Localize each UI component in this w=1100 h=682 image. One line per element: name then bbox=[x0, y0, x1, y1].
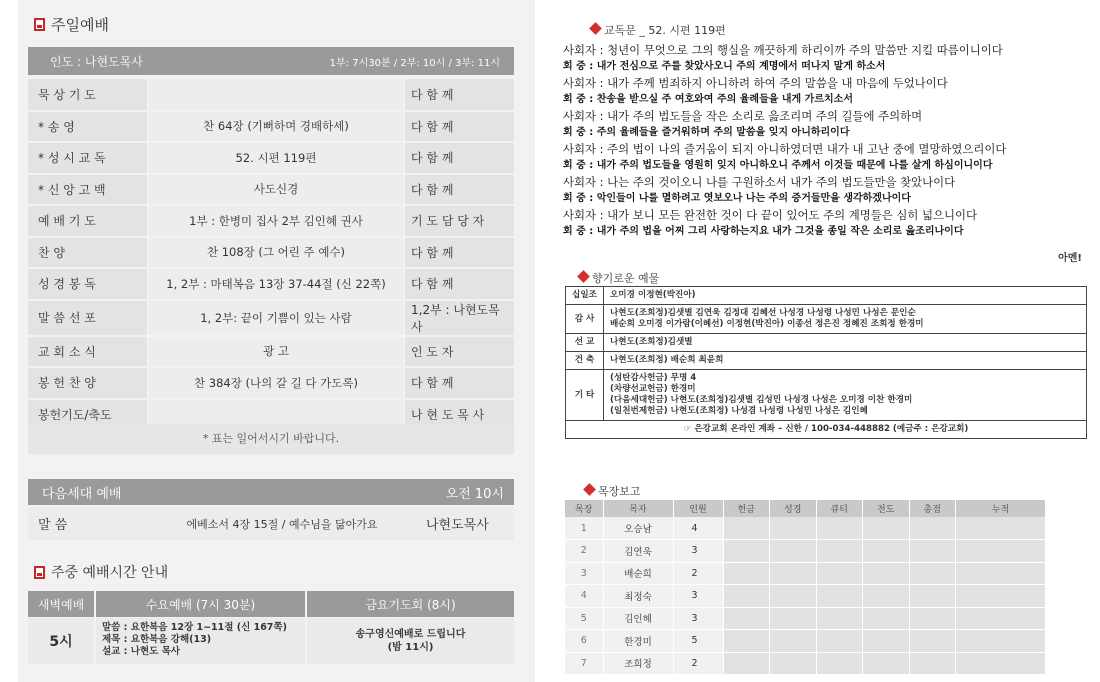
shepherd-empty-cell bbox=[723, 607, 770, 630]
shepherd-heading bbox=[585, 483, 641, 499]
shepherd-empty-cell bbox=[770, 540, 817, 563]
order-who: 나 현 도 목 사 bbox=[404, 399, 514, 431]
congregation-line: 회 중 : 악인들이 나를 멸하려고 엿보오나 나는 주의 증거들만을 생각하겠나이다 bbox=[563, 192, 911, 204]
order-row bbox=[28, 79, 514, 111]
shepherd-column-header: 인원 bbox=[673, 500, 723, 517]
order-content: 광 고 bbox=[148, 336, 404, 368]
shepherd-count: 3 bbox=[673, 585, 723, 608]
shepherd-empty-cell bbox=[770, 652, 817, 675]
shepherd-empty-cell bbox=[770, 562, 817, 585]
shepherd-empty-cell bbox=[723, 540, 770, 563]
left-panel bbox=[18, 0, 535, 682]
shepherd-row bbox=[565, 652, 1046, 675]
offering-heading bbox=[579, 270, 659, 286]
shepherd-empty-cell bbox=[816, 517, 863, 540]
order-item: 말 씀 선 포 bbox=[28, 300, 148, 336]
shepherd-number: 6 bbox=[565, 630, 603, 653]
offering-category: 십일조 bbox=[566, 287, 604, 305]
dawn-time: 5시 bbox=[28, 618, 96, 664]
shepherd-column-header: 목자 bbox=[603, 500, 673, 517]
sunday-service-heading bbox=[34, 14, 109, 35]
friday-details bbox=[307, 618, 514, 664]
sunday-service-title: 주일예배 bbox=[51, 16, 109, 34]
shepherd-name: 김연욱 bbox=[603, 540, 673, 563]
order-row bbox=[28, 142, 514, 174]
shepherd-empty-cell bbox=[770, 517, 817, 540]
shepherd-empty-cell bbox=[956, 652, 1046, 675]
next-gen-preacher: 나현도목사 bbox=[426, 518, 489, 533]
fri-line: (밤 11시) bbox=[387, 642, 434, 653]
shepherd-empty-cell bbox=[956, 517, 1046, 540]
weekday-heading bbox=[34, 562, 168, 582]
order-row bbox=[28, 268, 514, 300]
order-content: 찬 384장 (나의 갈 길 다 가도록) bbox=[148, 367, 404, 399]
wed-line: 말씀 : 요한복음 12장 1~11절 (신 167쪽) bbox=[102, 622, 287, 633]
shepherd-name: 김인혜 bbox=[603, 607, 673, 630]
offering-names bbox=[604, 352, 1087, 370]
order-who: 다 함 께 bbox=[404, 111, 514, 143]
shepherd-empty-cell bbox=[956, 607, 1046, 630]
order-who: 다 함 께 bbox=[404, 79, 514, 111]
square-bullet-icon bbox=[34, 566, 45, 579]
order-row bbox=[28, 111, 514, 143]
shepherd-empty-cell bbox=[723, 585, 770, 608]
shepherd-empty-cell bbox=[723, 652, 770, 675]
shepherd-empty-cell bbox=[956, 630, 1046, 653]
order-who: 인 도 자 bbox=[404, 336, 514, 368]
shepherd-empty-cell bbox=[909, 630, 956, 653]
order-content: 1, 2부: 끝이 기쁨이 있는 사람 bbox=[148, 300, 404, 336]
shepherd-name: 배순희 bbox=[603, 562, 673, 585]
offering-row bbox=[566, 334, 1087, 352]
leader-line: 사회자 : 주의 법이 나의 즐거움이 되지 아니하였더면 내가 내 고난 중에 멸망하였으리이다 bbox=[563, 142, 1007, 156]
shepherd-empty-cell bbox=[723, 630, 770, 653]
shepherd-column-header: 전도 bbox=[863, 500, 910, 517]
order-row bbox=[28, 336, 514, 368]
shepherd-empty-cell bbox=[863, 517, 910, 540]
shepherd-count: 3 bbox=[673, 607, 723, 630]
shepherd-empty-cell bbox=[816, 540, 863, 563]
order-item: 봉헌기도/축도 bbox=[28, 399, 148, 431]
dawn-header: 새벽예배 bbox=[28, 591, 96, 617]
responsive-reading-heading bbox=[591, 22, 726, 38]
order-item: 찬 양 bbox=[28, 237, 148, 269]
wed-line: 설교 : 나현도 목사 bbox=[102, 646, 180, 657]
shepherd-empty-cell bbox=[909, 652, 956, 675]
congregation-line: 회 중 : 내가 주의 법을 어찌 그리 사랑하는지요 내가 그것을 종일 작은 소리로 읊조리나이다 bbox=[563, 225, 964, 237]
shepherd-column-header: 누적 bbox=[956, 500, 1046, 517]
shepherd-column-header: 성경 bbox=[770, 500, 817, 517]
friday-header: 금요기도회 (8시) bbox=[307, 591, 514, 617]
order-row bbox=[28, 300, 514, 336]
wednesday-details bbox=[96, 618, 307, 664]
offering-names-line: 나현도(조희정)김샛별 김연욱 김정대 김혜선 나성경 나성령 나성민 나성은 문인순 bbox=[610, 308, 916, 318]
shepherd-empty-cell bbox=[816, 607, 863, 630]
shepherd-empty-cell bbox=[863, 585, 910, 608]
offering-category: 기 타 bbox=[566, 370, 604, 421]
weekday-body-row bbox=[28, 618, 514, 664]
order-item: * 송 영 bbox=[28, 111, 148, 143]
shepherd-number: 1 bbox=[565, 517, 603, 540]
order-row bbox=[28, 205, 514, 237]
shepherd-empty-cell bbox=[723, 562, 770, 585]
shepherd-row bbox=[565, 630, 1046, 653]
shepherd-number: 5 bbox=[565, 607, 603, 630]
offering-row bbox=[566, 305, 1087, 334]
offering-names-line: (일천번제헌금) 나현도(조희정) 나성겸 나성령 나성민 나성은 김인혜 bbox=[610, 406, 868, 416]
shepherd-count: 5 bbox=[673, 630, 723, 653]
offering-category: 선 교 bbox=[566, 334, 604, 352]
order-row bbox=[28, 367, 514, 399]
standing-note: * 표는 일어서시기 바랍니다. bbox=[28, 424, 514, 454]
offering-names-line: (다음세대헌금) 나현도(조희정)김샛별 김성민 나성경 나성은 오미경 이찬 한경미 bbox=[610, 395, 913, 405]
offering-category: 건 축 bbox=[566, 352, 604, 370]
shepherd-empty-cell bbox=[863, 607, 910, 630]
order-who: 기 도 담 당 자 bbox=[404, 205, 514, 237]
next-gen-time: 오전 10시 bbox=[445, 486, 504, 502]
order-item: * 성 시 교 독 bbox=[28, 142, 148, 174]
congregation-line: 회 중 : 내가 전심으로 주를 찾았사오니 주의 계명에서 떠나지 말게 하소서 bbox=[563, 60, 886, 72]
weekday-title: 주중 예배시간 안내 bbox=[51, 565, 169, 581]
amen-text: 아멘! bbox=[1058, 253, 1082, 264]
shepherd-number: 7 bbox=[565, 652, 603, 675]
order-content: 찬 108장 (그 어린 주 예수) bbox=[148, 237, 404, 269]
shepherd-name: 조희정 bbox=[603, 652, 673, 675]
shepherd-count: 4 bbox=[673, 517, 723, 540]
shepherd-column-header: 헌금 bbox=[723, 500, 770, 517]
shepherd-empty-cell bbox=[956, 540, 1046, 563]
next-gen-label: 말 씀 bbox=[38, 518, 68, 533]
diamond-bullet-icon bbox=[589, 22, 602, 35]
shepherd-empty-cell bbox=[770, 607, 817, 630]
shepherd-row bbox=[565, 607, 1046, 630]
diamond-bullet-icon bbox=[583, 483, 596, 496]
order-content: 찬 64장 (기뻐하며 경배하세) bbox=[148, 111, 404, 143]
shepherd-empty-cell bbox=[909, 562, 956, 585]
order-row bbox=[28, 237, 514, 269]
weekday-header-row bbox=[28, 591, 514, 617]
wednesday-header: 수요예배 (7시 30분) bbox=[96, 591, 307, 617]
congregation-line: 회 중 : 내가 주의 법도들을 영원히 잊지 아니하오니 주께서 이것들 때문에 나를 살게 하심이니이다 bbox=[563, 159, 993, 171]
shepherd-empty-cell bbox=[909, 585, 956, 608]
shepherd-column-header: 총점 bbox=[909, 500, 956, 517]
shepherd-count: 3 bbox=[673, 540, 723, 563]
order-item: * 신 앙 고 백 bbox=[28, 174, 148, 206]
offering-names-line: (차량선교헌금) 한경미 bbox=[610, 384, 696, 394]
offering-names-line: 나현도(조희정)김샛별 bbox=[610, 337, 693, 347]
shepherd-empty-cell bbox=[770, 585, 817, 608]
shepherd-empty-cell bbox=[816, 562, 863, 585]
order-content bbox=[148, 79, 404, 111]
next-gen-title: 다음세대 예배 bbox=[42, 486, 122, 502]
offering-account-row bbox=[566, 421, 1087, 439]
shepherd-empty-cell bbox=[863, 540, 910, 563]
offering-names-line: 배순희 오미경 이가람(이혜선) 이정현(박진아) 이종선 정은진 정혜진 조희정 한경미 bbox=[610, 319, 924, 329]
offering-names-line: (성탄감사헌금) 무명 4 bbox=[610, 373, 697, 383]
shepherd-empty-cell bbox=[723, 517, 770, 540]
leader-line: 사회자 : 내가 보니 모든 완전한 것이 다 끝이 있어도 주의 계명들은 심히 넓으니이다 bbox=[563, 208, 978, 222]
offering-category: 감 사 bbox=[566, 305, 604, 334]
offering-names-line: 오미경 이정현(박진아) bbox=[610, 290, 696, 300]
shepherd-empty-cell bbox=[909, 517, 956, 540]
shepherd-name: 한경미 bbox=[603, 630, 673, 653]
next-gen-row bbox=[28, 507, 514, 540]
fri-line: 송구영신예배로 드립니다 bbox=[355, 629, 466, 640]
order-who: 다 함 께 bbox=[404, 237, 514, 269]
shepherd-count: 2 bbox=[673, 652, 723, 675]
order-item: 묵 상 기 도 bbox=[28, 79, 148, 111]
order-who: 다 함 께 bbox=[404, 268, 514, 300]
shepherd-empty-cell bbox=[863, 630, 910, 653]
diamond-bullet-icon bbox=[577, 270, 590, 283]
offering-names bbox=[604, 287, 1087, 305]
shepherd-row bbox=[565, 540, 1046, 563]
offering-names bbox=[604, 305, 1087, 334]
leader-line: 사회자 : 청년이 무엇으로 그의 행실을 깨끗하게 하리이까 주의 말씀만 지킬 따름이니이다 bbox=[563, 43, 1003, 57]
shepherd-column-header: 큐티 bbox=[816, 500, 863, 517]
shepherd-number: 4 bbox=[565, 585, 603, 608]
leader-line: 사회자 : 내가 주의 법도들을 작은 소리로 읊조리며 주의 길들에 주의하며 bbox=[563, 109, 923, 123]
responsive-reading-title: 교독문 _ 52. 시편 119편 bbox=[604, 24, 726, 37]
responsive-reading-text bbox=[563, 42, 1100, 240]
shepherd-column-header: 목장 bbox=[565, 500, 603, 517]
offering-row bbox=[566, 370, 1087, 421]
order-item: 봉 헌 찬 양 bbox=[28, 367, 148, 399]
order-item: 교 회 소 식 bbox=[28, 336, 148, 368]
right-panel bbox=[555, 0, 1100, 682]
shepherd-empty-cell bbox=[956, 585, 1046, 608]
leader-label: 인도 : 나현도목사 bbox=[50, 54, 143, 69]
shepherd-report-table bbox=[565, 500, 1046, 675]
offering-table bbox=[565, 286, 1087, 439]
order-who: 다 함 께 bbox=[404, 367, 514, 399]
order-content: 52. 시편 119편 bbox=[148, 142, 404, 174]
offering-names bbox=[604, 370, 1087, 421]
order-row bbox=[28, 174, 514, 206]
order-content: 1부 : 한병미 집사 2부 김인혜 권사 bbox=[148, 205, 404, 237]
leader-line: 사회자 : 내가 주께 범죄하지 아니하려 하여 주의 말씀을 내 마음에 두었나이다 bbox=[563, 76, 948, 90]
offering-row bbox=[566, 287, 1087, 305]
offering-title: 향기로운 예물 bbox=[592, 272, 660, 285]
shepherd-empty-cell bbox=[956, 562, 1046, 585]
order-who: 다 함 께 bbox=[404, 142, 514, 174]
order-content: 1, 2부 : 마태복음 13장 37-44절 (신 22쪽) bbox=[148, 268, 404, 300]
shepherd-empty-cell bbox=[816, 585, 863, 608]
shepherd-name: 최정숙 bbox=[603, 585, 673, 608]
shepherd-empty-cell bbox=[863, 562, 910, 585]
shepherd-name: 오승남 bbox=[603, 517, 673, 540]
shepherd-row bbox=[565, 585, 1046, 608]
sunday-leader-bar bbox=[28, 47, 514, 75]
shepherd-number: 3 bbox=[565, 562, 603, 585]
order-of-service-table bbox=[28, 79, 514, 431]
shepherd-row bbox=[565, 562, 1046, 585]
service-times: 1부: 7시30분 / 2부: 10시 / 3부: 11시 bbox=[329, 57, 500, 69]
shepherd-empty-cell bbox=[816, 652, 863, 675]
shepherd-count: 2 bbox=[673, 562, 723, 585]
shepherd-row bbox=[565, 517, 1046, 540]
shepherd-empty-cell bbox=[770, 630, 817, 653]
bank-account-info: ☞ 은강교회 온라인 계좌 – 신한 / 100-034-448882 (예금주 : 은강교회) bbox=[566, 421, 1087, 439]
wed-line: 제목 : 요한복음 강해(13) bbox=[102, 634, 212, 645]
order-content: 사도신경 bbox=[148, 174, 404, 206]
shepherd-empty-cell bbox=[863, 652, 910, 675]
offering-names-line: 나현도(조희정) 배순희 최윤희 bbox=[610, 355, 724, 365]
next-gen-content: 에베소서 4장 15절 / 예수님을 닮아가요 bbox=[186, 517, 378, 531]
order-item: 예 배 기 도 bbox=[28, 205, 148, 237]
congregation-line: 회 중 : 주의 율례들을 즐거워하며 주의 말씀을 잊지 아니하리이다 bbox=[563, 126, 850, 138]
order-who: 1,2부 : 나현도목사 bbox=[404, 300, 514, 336]
order-who: 다 함 께 bbox=[404, 174, 514, 206]
shepherd-empty-cell bbox=[909, 607, 956, 630]
order-item: 성 경 봉 독 bbox=[28, 268, 148, 300]
offering-row bbox=[566, 352, 1087, 370]
shepherd-empty-cell bbox=[816, 630, 863, 653]
shepherd-empty-cell bbox=[909, 540, 956, 563]
shepherd-title: 목장보고 bbox=[598, 485, 641, 498]
next-gen-bar bbox=[28, 479, 514, 505]
leader-line: 사회자 : 나는 주의 것이오니 나를 구원하소서 내가 주의 법도들만을 찾았나이다 bbox=[563, 175, 956, 189]
congregation-line: 회 중 : 찬송을 받으실 주 여호와여 주의 율례들을 내게 가르치소서 bbox=[563, 93, 853, 105]
offering-names bbox=[604, 334, 1087, 352]
square-bullet-icon bbox=[34, 18, 45, 31]
shepherd-number: 2 bbox=[565, 540, 603, 563]
